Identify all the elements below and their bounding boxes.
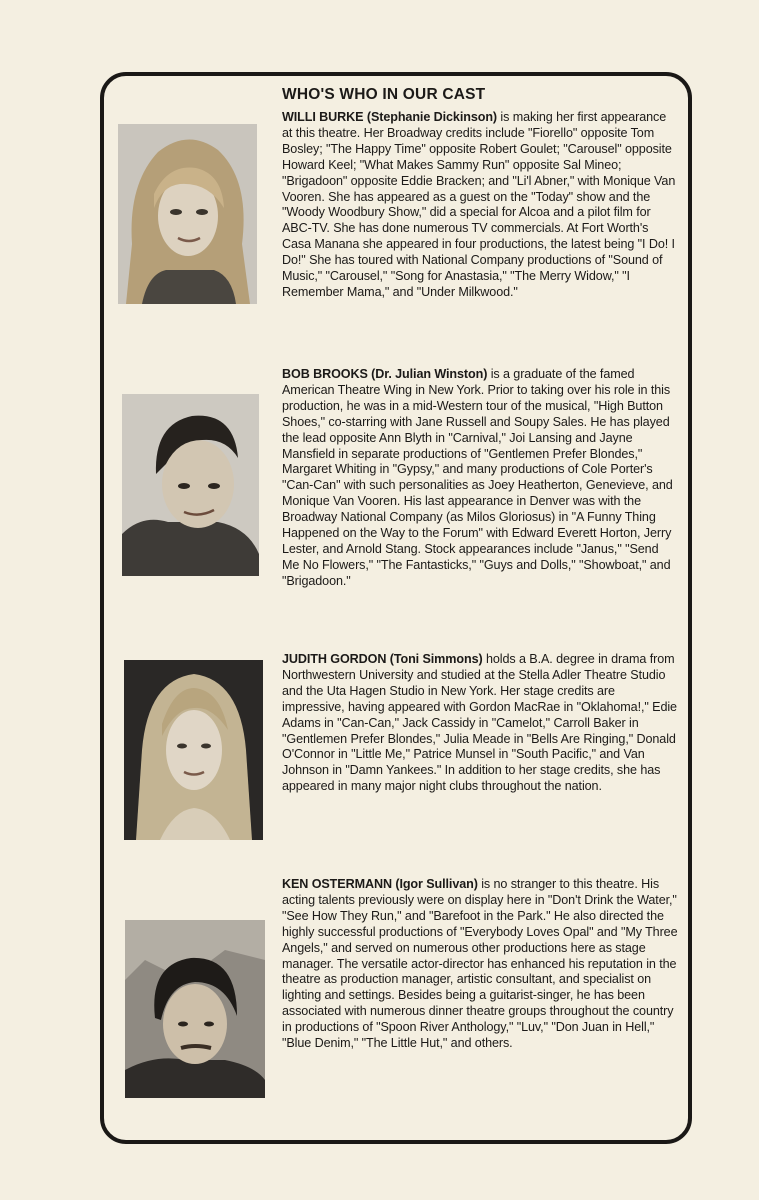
cast-name: WILLI BURKE (Stephanie Dickinson): [282, 110, 498, 124]
cast-bio-text: holds a B.A. degree in drama from Northwestern University and studied at the Stella Adler Theatre Studio and the Uta Hagen Studio in New York. Her stage credits are impressive, having appeared with Gordon MacRae in "Oklahoma!," Edie Adams in "Can-Can," Jack Cassidy in "Camelot," Carroll Baker in "Gentlemen Prefer Blondes," Julia Meade in "Bells Are Ringing," Donald O'Connor in "Little Me," Patrice Munsel in "South Pacific," and Van Johnson in "Damn Yankees." In addition to her stage credits, she has appeared in many major night clubs throughout the nation.: [282, 652, 677, 794]
page-heading: WHO'S WHO IN OUR CAST: [282, 86, 486, 103]
headshot-willi-burke: [118, 124, 257, 304]
cast-bio-text: is making her first appearance at this theatre. Her Broadway credits include "Fiorello" opposite Tom Bosley; "The Happy Time" opposite Robert Goulet; "Carousel" opposite Howard Keel; "What Makes Sammy Run" opposite Sal Mineo; "Brigadoon" opposite Eddie Bracken; and "Li'l Abner," with Monique Van Vooren. She has appeared as a guest on the "Today" show and the "Woody Woodbury Show," did a special for Alcoa and a pilot film for ABC-TV. She has done numerous TV commercials. At Fort Worth's Casa Manana she appeared in four productions, the latest being "I Do! I Do!" She has toured with National Company productions of "Sound of Music," "Carousel," "Song for Anastasia," "The Merry Widow," "I Remember Mama," and "Under Milkwood.": [282, 110, 676, 299]
headshot-ken-ostermann: [125, 920, 265, 1098]
headshot-bob-brooks: [122, 394, 259, 576]
cast-name: JUDITH GORDON (Toni Simmons): [282, 652, 483, 666]
cast-bio-ken-ostermann: [282, 877, 678, 1052]
cast-name: KEN OSTERMANN (Igor Sullivan): [282, 877, 478, 891]
cast-bio-text: is no stranger to this theatre. His acting talents previously were on display here in "Don't Drink the Water," "See How They Run," and "Barefoot in the Park." He also directed the highly successful productions of "Everybody Loves Opal" and "My Three Angels," and served on numerous other productions here as stage manager. The versatile actor-director has enhanced his reputation in the theatre as production manager, artistic consultant, and specialist on lighting and settings. Besides being a guitarist-singer, he has been associated with numerous dinner theatre groups throughout the country in productions of "Spoon River Anthology," "Luv," "Don Juan in Hell," "Blue Denim," "The Little Hut," and others.: [282, 877, 678, 1051]
cast-bio-text: is a graduate of the famed American Theatre Wing in New York. Prior to taking over his role in this production, he was in a mid-Western tour of the musical, "High Button Shoes," co-starring with Jane Russell and Soupy Sales. He has played the lead opposite Ann Blyth in "Carnival," Joi Lansing and Jayne Mansfield in separate productions of "Gentlemen Prefer Blondes," Margaret Whiting in "Gypsy," and many productions of Cole Porter's "Can-Can" with such personalities as Joey Heatherton, Genevieve, and Monique Van Vooren. His last appearance in Denver was with the Broadway National Company (as Milos Gloriosus) in "A Funny Thing Happened on the Way to the Forum" with Edward Everett Horton, Jerry Lester, and Arnold Stang. Stock appearances include "Janus," "Send Me No Flowers," "The Fantasticks," "Guys and Dolls," "Showboat," and "Brigadoon.": [282, 367, 673, 588]
headshot-judith-gordon: [124, 660, 263, 840]
cast-bio-judith-gordon: [282, 652, 678, 795]
cast-bio-bob-brooks: [282, 367, 678, 590]
cast-bio-willi-burke: [282, 110, 678, 301]
cast-name: BOB BROOKS (Dr. Julian Winston): [282, 367, 488, 381]
